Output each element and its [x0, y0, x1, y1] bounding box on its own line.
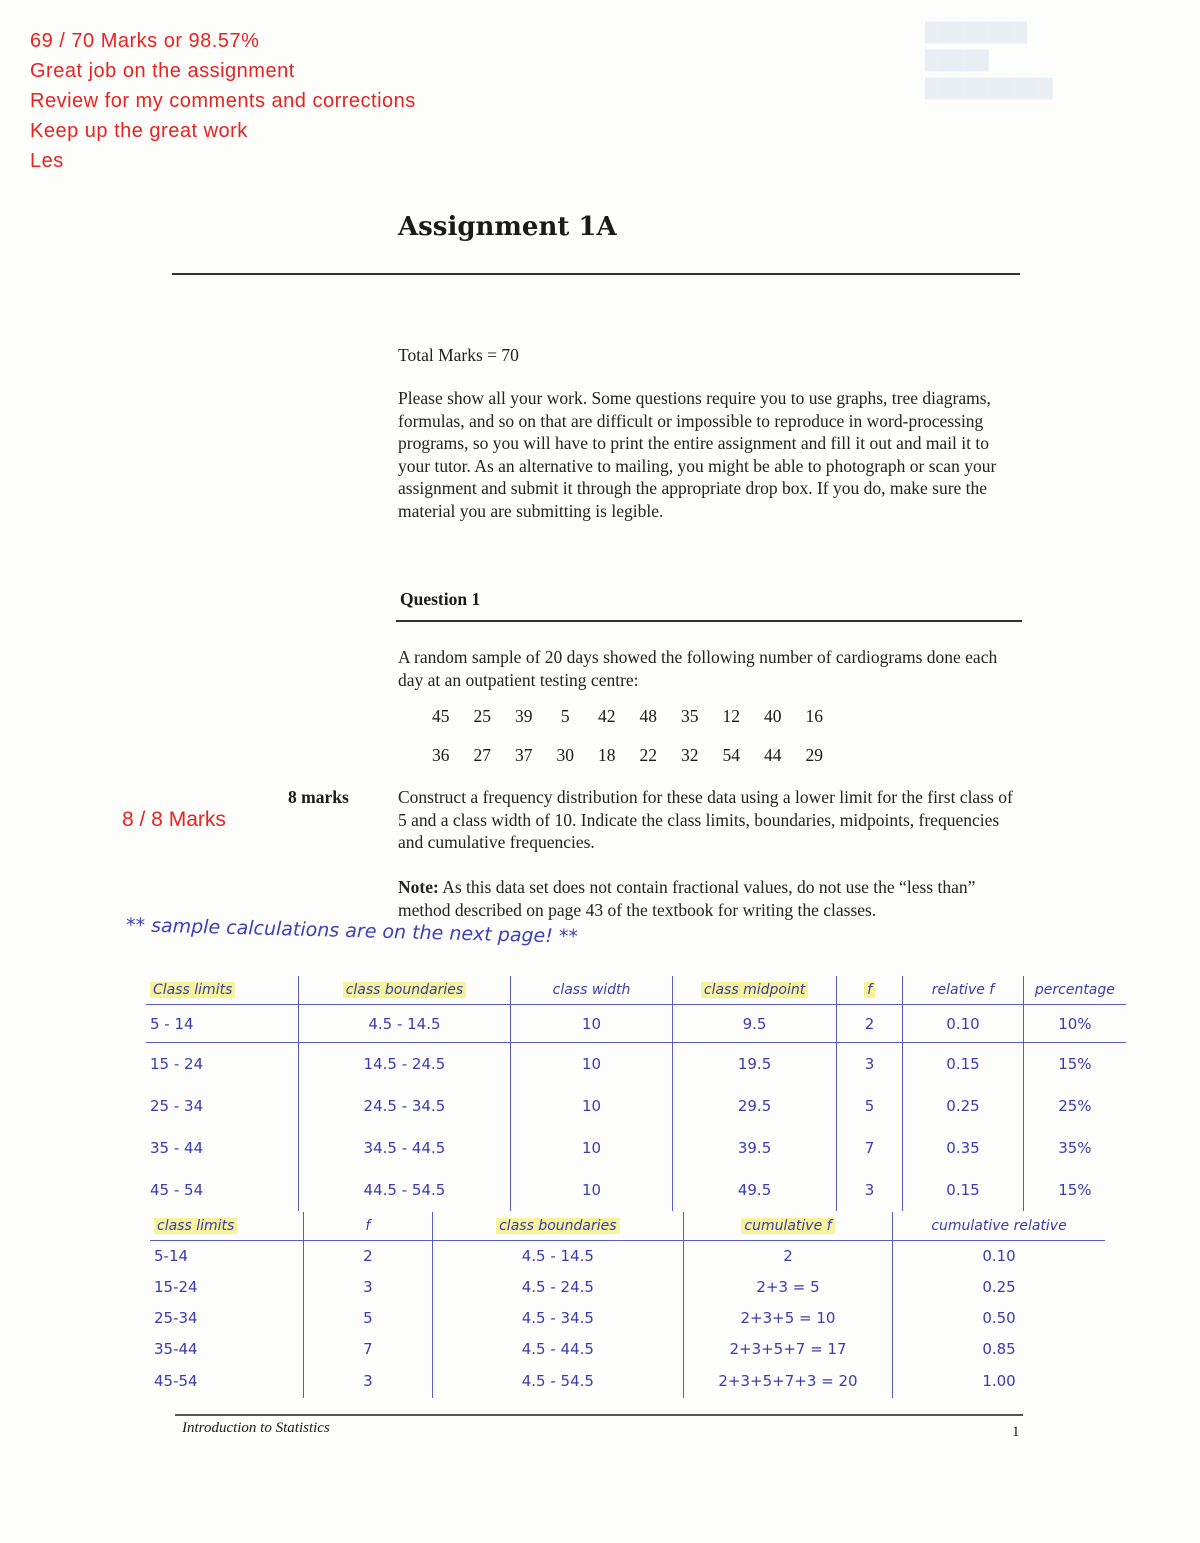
tutor-feedback — [30, 26, 416, 176]
table-cell: 0.85 — [893, 1334, 1105, 1365]
data-row-1 — [420, 706, 835, 727]
table-cell: 45 - 54 — [150, 1180, 204, 1199]
table-cell: 4.5 - 24.5 — [432, 1272, 683, 1303]
data-value: 16 — [805, 706, 823, 726]
table-cell: 7 — [304, 1334, 433, 1365]
footer-divider — [175, 1414, 1023, 1416]
handwritten-note: ** sample calculations are on the next page! ** — [125, 914, 579, 948]
table-cell: 35% — [1023, 1127, 1126, 1169]
table-cell: 44.5 - 54.5 — [298, 1169, 510, 1211]
table-cell: 0.25 — [893, 1272, 1105, 1303]
table-cell: 2 — [304, 1241, 433, 1272]
table-cell: 4.5 - 34.5 — [432, 1303, 683, 1334]
total-marks: Total Marks = 70 — [398, 345, 519, 365]
table-cell: 3 — [304, 1272, 433, 1303]
column-header: class width — [510, 976, 672, 1005]
table-cell: 2 — [836, 1005, 902, 1043]
table-cell: 39.5 — [673, 1127, 837, 1169]
data-value: 32 — [681, 745, 699, 765]
table-cell: 19.5 — [673, 1043, 837, 1085]
data-value: 35 — [681, 706, 699, 726]
table-cell: 10 — [510, 1169, 672, 1211]
data-value: 42 — [598, 706, 616, 726]
column-header: class boundaries — [432, 1212, 683, 1241]
table-cell: 45-54 — [154, 1372, 198, 1390]
table-cell: 4.5 - 44.5 — [432, 1334, 683, 1365]
footer-course: Introduction to Statistics — [182, 1420, 330, 1436]
cumulative-table — [150, 1212, 1105, 1398]
table-cell: 34.5 - 44.5 — [298, 1127, 510, 1169]
table-header-row — [146, 976, 1126, 1005]
feedback-signature: Les — [30, 150, 64, 172]
frequency-table — [146, 976, 1126, 1211]
table-cell: 0.25 — [903, 1085, 1024, 1127]
table-cell: 10 — [510, 1127, 672, 1169]
table-cell: 2+3+5 = 10 — [683, 1303, 892, 1334]
table-cell: 24.5 - 34.5 — [298, 1085, 510, 1127]
table-cell: 49.5 — [673, 1169, 837, 1211]
table-cell: 10 — [510, 1005, 672, 1043]
table-cell: 5-14 — [154, 1247, 189, 1266]
data-value: 36 — [432, 745, 450, 765]
column-header: class boundaries — [298, 976, 510, 1005]
question-grade: 8 / 8 Marks — [122, 808, 226, 831]
table-cell: 15-24 — [154, 1278, 198, 1296]
column-header: Class limits — [146, 976, 298, 1005]
table-cell: 25-34 — [154, 1309, 198, 1327]
column-header: f — [304, 1212, 433, 1241]
table-row — [146, 1085, 1126, 1127]
table-row — [150, 1303, 1105, 1334]
data-value: 22 — [639, 745, 657, 765]
table-cell: 3 — [304, 1365, 433, 1398]
table-cell: 5 — [304, 1303, 433, 1334]
question-1-heading: Question 1 — [400, 589, 481, 609]
table-cell: 15% — [1023, 1169, 1126, 1211]
table-row — [150, 1241, 1105, 1272]
table-cell: 2+3+5+7 = 17 — [683, 1334, 892, 1365]
data-value: 12 — [722, 706, 740, 726]
table-cell: 35 - 44 — [150, 1138, 204, 1157]
data-value: 18 — [598, 745, 616, 765]
table-cell: 3 — [836, 1043, 902, 1085]
table-cell: 4.5 - 14.5 — [432, 1241, 683, 1272]
table-row — [150, 1365, 1105, 1398]
table-header-row — [150, 1212, 1105, 1241]
table-cell: 29.5 — [673, 1085, 837, 1127]
table-cell: 35-44 — [154, 1340, 198, 1358]
data-value: 30 — [556, 745, 574, 765]
table-cell: 10 — [510, 1043, 672, 1085]
column-header: cumulative f — [683, 1212, 892, 1241]
table-cell: 25% — [1023, 1085, 1126, 1127]
table-cell: 10% — [1023, 1005, 1126, 1043]
data-value: 54 — [722, 745, 740, 765]
data-value: 5 — [560, 706, 570, 726]
note-label: Note: — [398, 877, 439, 897]
data-row-2 — [420, 745, 835, 766]
table-cell: 0.15 — [903, 1043, 1024, 1085]
table-cell: 25 - 34 — [150, 1096, 204, 1115]
data-value: 40 — [764, 706, 782, 726]
page-number: 1 — [1012, 1424, 1020, 1440]
table-cell: 0.10 — [893, 1241, 1105, 1272]
question-divider — [396, 620, 1022, 622]
column-header: f — [836, 976, 902, 1005]
table-row — [150, 1334, 1105, 1365]
bleed-through-text: ████████ █████ ██████████ — [925, 22, 1053, 98]
table-cell: 3 — [836, 1169, 902, 1211]
table-cell: 9.5 — [673, 1005, 837, 1043]
column-header: percentage — [1023, 976, 1126, 1005]
table-cell: 4.5 - 14.5 — [298, 1005, 510, 1043]
question-1-task: Construct a frequency distribution for these data using a lower limit for the first class of 5 and a class width of 10. Indicate the class limits, boundaries, midpoints, frequencies and cumulative frequencies. — [398, 787, 1013, 852]
column-header: class limits — [150, 1212, 304, 1241]
table-cell: 0.50 — [893, 1303, 1105, 1334]
table-cell: 5 — [836, 1085, 902, 1127]
title-divider — [172, 273, 1020, 275]
question-1-note — [398, 876, 998, 921]
table-cell: 1.00 — [893, 1365, 1105, 1398]
table-row — [146, 1043, 1126, 1085]
table-cell: 14.5 - 24.5 — [298, 1043, 510, 1085]
data-value: 45 — [432, 706, 450, 726]
feedback-line: Keep up the great work — [30, 120, 248, 142]
data-value: 25 — [473, 706, 491, 726]
table-cell: 0.15 — [903, 1169, 1024, 1211]
column-header: relative f — [903, 976, 1024, 1005]
column-header: class midpoint — [673, 976, 837, 1005]
table-row — [146, 1005, 1126, 1043]
feedback-line: Review for my comments and corrections — [30, 90, 416, 112]
table-cell: 4.5 - 54.5 — [432, 1365, 683, 1398]
table-cell: 15% — [1023, 1043, 1126, 1085]
data-value: 27 — [473, 745, 491, 765]
table-row — [146, 1127, 1126, 1169]
table-cell: 15 - 24 — [150, 1054, 204, 1073]
table-cell: 0.35 — [903, 1127, 1024, 1169]
feedback-score: 69 / 70 Marks or 98.57% — [30, 30, 260, 52]
data-value: 29 — [805, 745, 823, 765]
table-row — [146, 1169, 1126, 1211]
data-value: 37 — [515, 745, 533, 765]
table-cell: 10 — [510, 1085, 672, 1127]
feedback-line: Great job on the assignment — [30, 60, 295, 82]
instructions: Please show all your work. Some questions require you to use graphs, tree diagrams, formulas, and so on that are difficult or impossible to reproduce in word-processing programs, so you will have to print the entire assignment and fill it out and mail it to your tutor. As an alternative to mailing, you might be able to photograph or scan your assignment and submit it through the appropriate drop box. If you do, make sure the material you are submitting is legible. — [398, 388, 997, 521]
data-value: 44 — [764, 745, 782, 765]
page-title: Assignment 1A — [398, 212, 617, 242]
note-text: As this data set does not contain fractional values, do not use the “less than” method described on page 43 of the textbook for writing the classes. — [398, 877, 976, 920]
data-value: 39 — [515, 706, 533, 726]
table-cell: 7 — [836, 1127, 902, 1169]
table-cell: 2+3 = 5 — [683, 1272, 892, 1303]
table-cell: 2 — [683, 1241, 892, 1272]
table-row — [150, 1272, 1105, 1303]
data-value: 48 — [639, 706, 657, 726]
marks-label: 8 marks — [288, 787, 349, 807]
column-header: cumulative relative — [893, 1212, 1105, 1241]
table-cell: 0.10 — [903, 1005, 1024, 1043]
table-cell: 5 - 14 — [150, 1014, 194, 1033]
table-cell: 2+3+5+7+3 = 20 — [683, 1365, 892, 1398]
question-1-intro: A random sample of 20 days showed the following number of cardiograms done each day at an outpatient testing centre: — [398, 647, 998, 690]
